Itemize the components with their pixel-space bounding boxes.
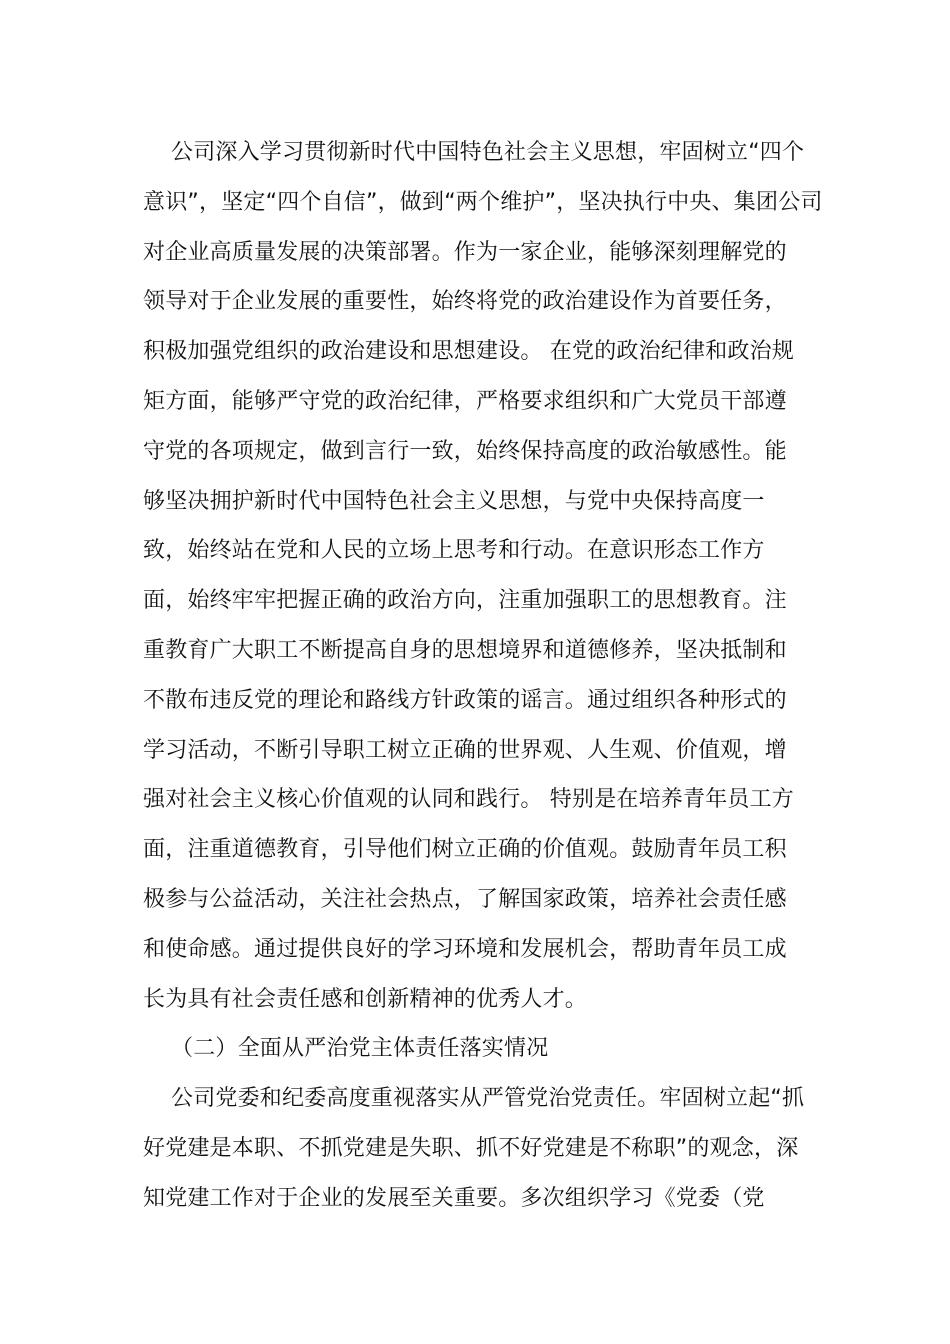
paragraph-line: 强对社会主义核心价值观的认同和践行。 特别是在培养青年员工方 [143, 787, 794, 813]
paragraph-line: 重教育广大职工不断提高自身的思想境界和道德修养，坚决抵制和 [143, 637, 787, 663]
paragraph-line: 公司党委和纪委高度重视落实从严管党治党责任。牢固树立起“抓 [171, 1086, 805, 1112]
paragraph-line: 公司深入学习贯彻新时代中国特色社会主义思想，牢固树立“四个 [171, 140, 805, 165]
paragraph-line: 意识”，坚定“四个自信”，做到“两个维护”，坚决执行中央、集团公司 [143, 189, 823, 215]
paragraph-line: 知党建工作对于企业的发展至关重要。多次组织学习《党委（党 [143, 1185, 765, 1211]
section-heading: （二）全面从严治党主体责任落实情况 [171, 1036, 549, 1062]
paragraph-line: 对企业高质量发展的决策部署。作为一家企业，能够深刻理解党的 [143, 239, 787, 265]
paragraph-line: 积极加强党组织的政治建设和思想建设。 在党的政治纪律和政治规 [143, 339, 794, 365]
paragraph-line: 够坚决拥护新时代中国特色社会主义思想，与党中央保持高度一 [143, 488, 765, 514]
paragraph-line: 极参与公益活动，关注社会热点，了解国家政策，培养社会责任感 [143, 886, 787, 912]
document-body [143, 128, 823, 1224]
paragraph-line: 不散布违反党的理论和路线方针政策的谣言。通过组织各种形式的 [143, 687, 787, 713]
paragraph-line: 学习活动，不断引导职工树立正确的世界观、人生观、价值观，增 [143, 737, 787, 763]
paragraph-line: 守党的各项规定，做到言行一致，始终保持高度的政治敏感性。能 [143, 438, 787, 464]
paragraph-line: 致，始终站在党和人民的立场上思考和行动。在意识形态工作方 [143, 538, 765, 564]
paragraph-line: 好党建是本职、不抓党建是失职、抓不好党建是不称职”的观念，深 [143, 1135, 799, 1161]
paragraph-line: 面，注重道德教育，引导他们树立正确的价值观。鼓励青年员工积 [143, 837, 787, 863]
paragraph-line: 长为具有社会责任感和创新精神的优秀人才。 [143, 986, 588, 1012]
paragraph-line: 领导对于企业发展的重要性，始终将党的政治建设作为首要任务， [143, 289, 787, 315]
paragraph-line: 矩方面，能够严守党的政治纪律，严格要求组织和广大党员干部遵 [143, 388, 787, 414]
paragraph-line: 和使命感。通过提供良好的学习环境和发展机会，帮助青年员工成 [143, 936, 787, 962]
paragraph-line: 面，始终牢牢把握正确的政治方向，注重加强职工的思想教育。注 [143, 588, 787, 614]
